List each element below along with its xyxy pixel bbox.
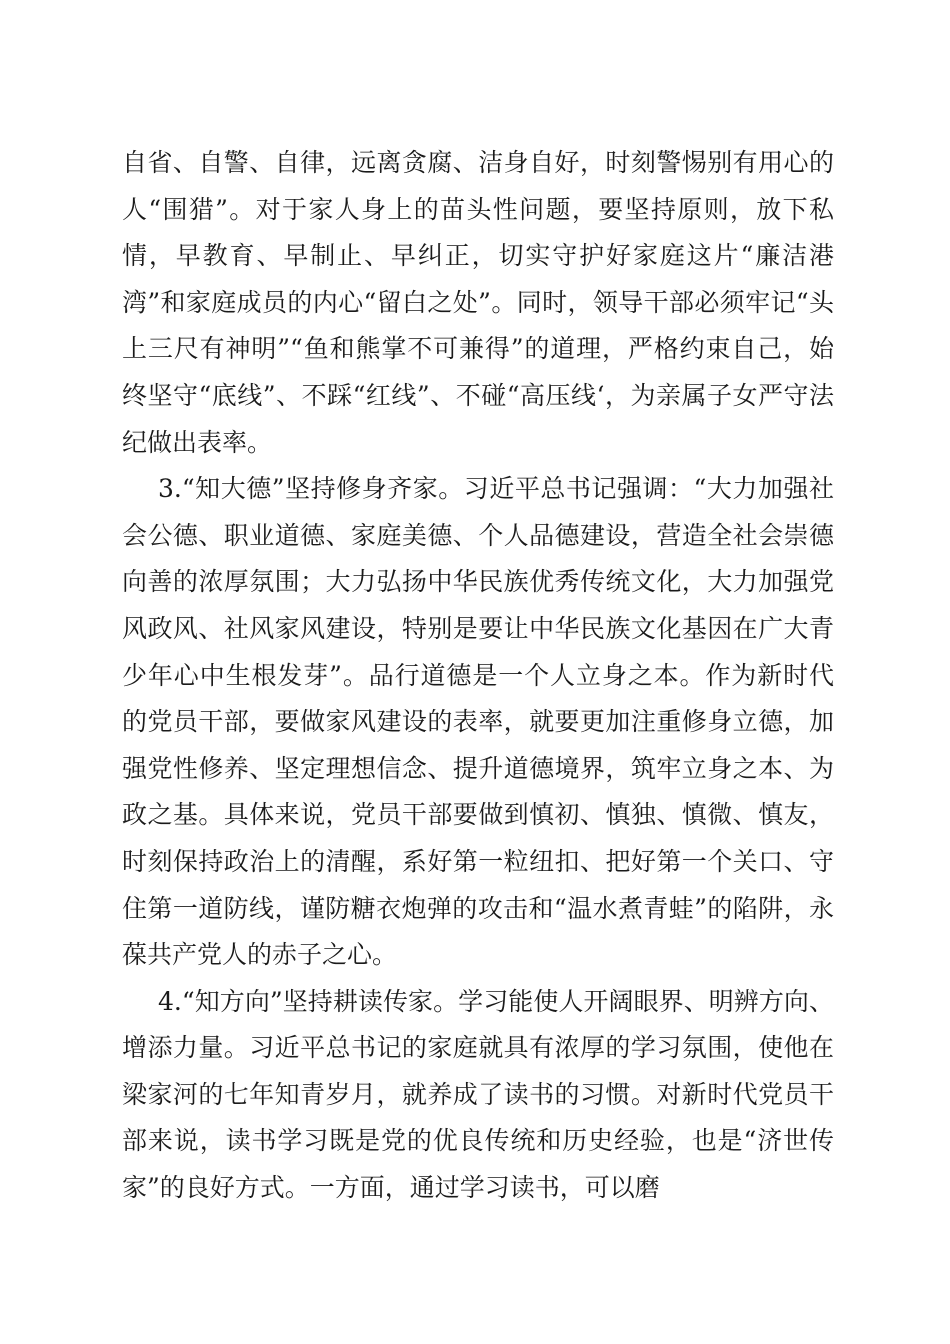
paragraph-point-4: 4.“知方向”坚持耕读传家。学习能使人开阔眼界、明辨方向、增添力量。习近平总书记的家庭就具有浓厚的学习氛围，使他在梁家河的七年知青岁月，就养成了读书的习惯。对新时代党员干部来说，读书学习既是党的优良传统和历史经验，也是“济世传家”的良好方式。一方面，通过学习读书，可以磨 — [122, 986, 834, 1203]
paragraph-point-3: 3.“知大德”坚持修身齐家。习近平总书记强调：“大力加强社会公德、职业道德、家庭美德、个人品德建设，营造全社会崇德向善的浓厚氛围；大力弘扬中华民族优秀传统文化，大力加强党风政风、社风家风建设，特别是要让中华民族文化基因在广大青少年心中生根发芽”。品行道德是一个人立身之本。作为新时代的党员干部，要做家风建设的表率，就要更加注重修身立德，加强党性修养、坚定理想信念、提升道德境界，筑牢立身之本、为政之基。具体来说，党员干部要做到慎初、慎独、慎微、慎友，时刻保持政治上的清醒，系好第一粒纽扣、把好第一个关口、守住第一道防线，谨防糖衣炮弹的攻击和“温水煮青蛙”的陷阱，永葆共产党人的赤子之心。 — [122, 474, 834, 970]
paragraph-continuation: 自省、自警、自律，远离贪腐、洁身自好，时刻警惕别有用心的人“围猎”。对于家人身上的苗头性问题，要坚持原则，放下私情，早教育、早制止、早纠正，切实守护好家庭这片“廉洁港湾”和家庭成员的内心“留白之处”。同时，领导干部必须牢记“头上三尺有神明”“鱼和熊掌不可兼得”的道理，严格约束自己，始终坚守“底线”、不踩“红线”、不碰“高压线‘，为亲属子女严守法纪做出表率。 — [122, 148, 834, 457]
document-body — [122, 140, 834, 1212]
